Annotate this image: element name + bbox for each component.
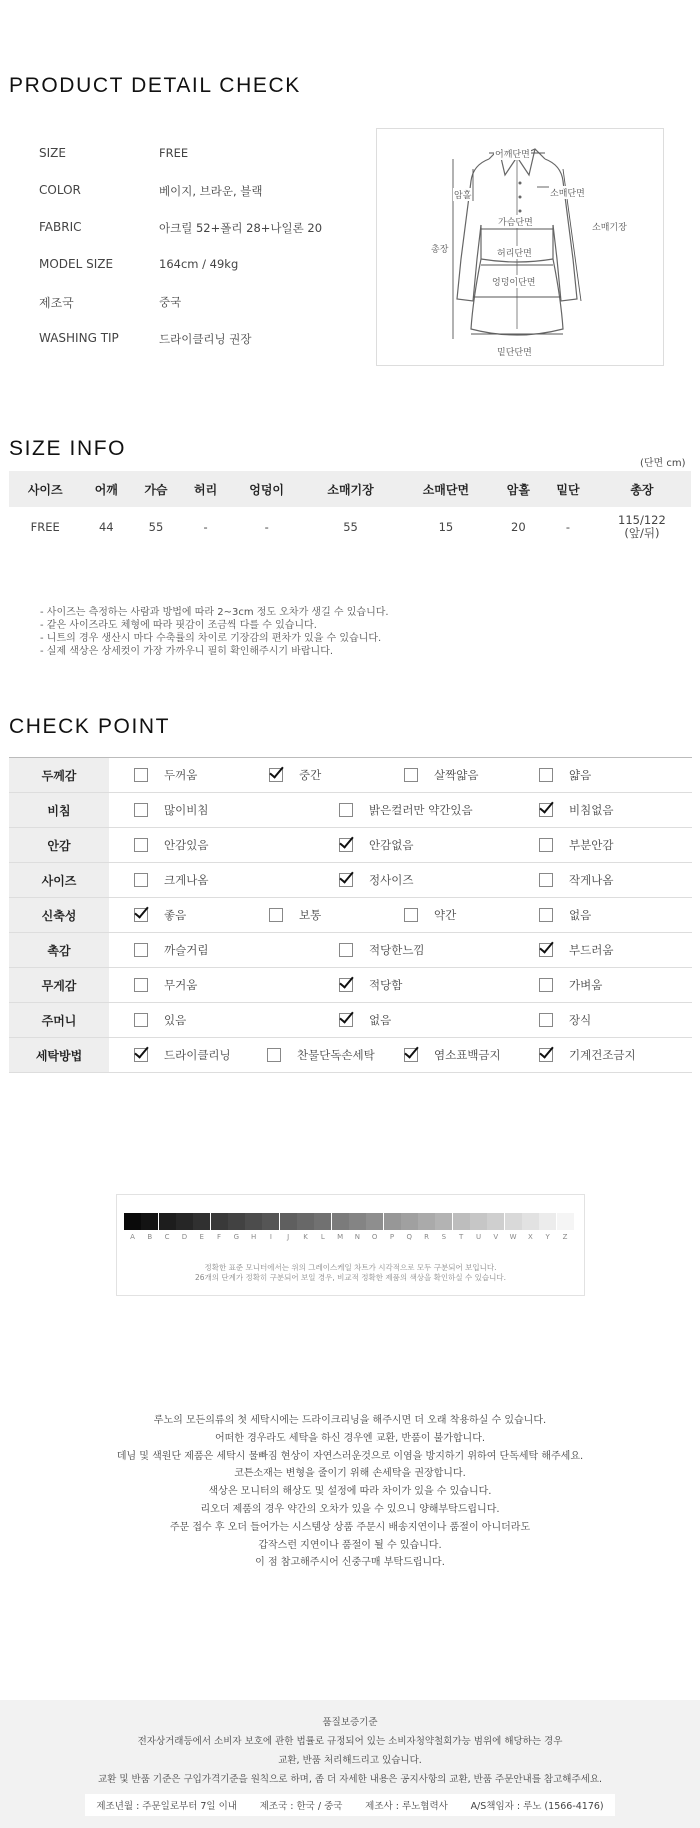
check-option[interactable] xyxy=(269,758,321,792)
size-cell: - xyxy=(264,520,269,534)
notice-line: 루노의 모든의류의 첫 세탁시에는 드라이크리닝을 해주시면 더 오래 착용하실 수 있습니다. xyxy=(153,1415,547,1426)
checkbox-icon[interactable] xyxy=(134,803,148,817)
checkbox-icon[interactable] xyxy=(404,908,418,922)
check-point-table xyxy=(9,757,692,1073)
grayscale-swatch xyxy=(262,1213,279,1230)
detail-value: 164cm / 49kg xyxy=(159,257,239,271)
footer-title: 품질보증기준 xyxy=(322,1717,378,1728)
grayscale-letter: T xyxy=(459,1233,464,1241)
check-option-label: 적당함 xyxy=(369,978,403,992)
check-option[interactable] xyxy=(134,898,186,932)
size-header-cell: 사이즈 xyxy=(9,471,81,507)
check-option-label: 드라이클리닝 xyxy=(164,1048,231,1062)
checkbox-icon[interactable] xyxy=(134,838,148,852)
checkbox-checked-icon[interactable] xyxy=(134,1048,148,1062)
footer-info-item: A/S책임자 : 루노 (1566-4176) xyxy=(470,1801,604,1812)
check-option[interactable] xyxy=(539,898,591,932)
check-option-label: 밝은컬러만 약간있음 xyxy=(369,803,473,817)
grayscale-letter: U xyxy=(475,1233,482,1241)
grayscale-letter: G xyxy=(233,1233,240,1241)
grayscale-swatch xyxy=(297,1213,314,1230)
grayscale-text: 26개의 단계가 정확히 구분되어 보일 경우, 비교적 정확한 제품의 색상을 확인하실 수 있습니다. xyxy=(195,1273,506,1282)
footer-info-item: 제조사 : 루노협력사 xyxy=(365,1801,448,1812)
grayscale-letter: Z xyxy=(562,1233,568,1241)
check-option[interactable] xyxy=(134,1038,231,1072)
size-header-cell: 엉덩이 xyxy=(230,471,302,507)
notice-line: 이 점 참고해주시어 신중구매 부탁드립니다. xyxy=(255,1557,445,1569)
check-row xyxy=(9,793,692,828)
size-note: - 같은 사이즈라도 체형에 따라 핏감이 조금씩 다를 수 있습니다. xyxy=(40,620,317,631)
grayscale-letter: W xyxy=(509,1233,517,1241)
grayscale-swatch xyxy=(470,1213,487,1230)
check-option[interactable] xyxy=(339,828,413,862)
size-cell: 115/122 (앞/뒤) xyxy=(618,513,666,540)
checkbox-icon[interactable] xyxy=(539,1013,553,1027)
grayscale-letter: N xyxy=(354,1233,361,1241)
check-row xyxy=(9,863,692,898)
check-option-label: 얇음 xyxy=(569,768,592,782)
diagram-label-total-length: 총장 xyxy=(430,242,449,255)
check-option[interactable] xyxy=(134,1003,186,1037)
size-header-cell: 총장 xyxy=(593,471,691,507)
diagram-label-armhole: 암홀 xyxy=(453,188,472,201)
grayscale-letter: K xyxy=(303,1233,308,1241)
grayscale-swatch xyxy=(505,1213,522,1230)
quality-footer xyxy=(0,1700,700,1828)
size-header-cell: 허리 xyxy=(181,471,231,507)
check-option[interactable] xyxy=(134,828,208,862)
check-option[interactable] xyxy=(134,793,208,827)
check-option[interactable] xyxy=(539,758,591,792)
detail-value: 중국 xyxy=(159,295,182,309)
check-option-label: 보통 xyxy=(299,908,322,922)
size-cell: 15 xyxy=(438,520,454,534)
grayscale-swatch xyxy=(435,1213,452,1230)
size-header-cell: 가슴 xyxy=(131,471,181,507)
notice-line: 색상은 모니터의 해상도 및 설정에 따라 차이가 있을 수 있습니다. xyxy=(208,1486,492,1498)
notice-block xyxy=(0,1412,700,1572)
check-option-label: 가벼움 xyxy=(569,978,603,992)
diagram-label-sleeve-length: 소매기장 xyxy=(591,220,628,233)
size-info-title: SIZE INFO xyxy=(9,437,127,460)
size-cell: FREE xyxy=(30,520,60,534)
size-table-header xyxy=(9,471,691,507)
checkbox-icon[interactable] xyxy=(134,768,148,782)
notice-line: 데님 및 색원단 제품은 세탁시 물빠짐 현상이 자연스러운것으로 이염을 방지하기 위하여 단독세탁 해주세요. xyxy=(116,1450,584,1462)
check-option-label: 약간 xyxy=(434,908,457,922)
grayscale-swatch xyxy=(349,1213,366,1230)
grayscale-swatch xyxy=(193,1213,210,1230)
check-option[interactable] xyxy=(404,758,478,792)
checkbox-icon[interactable] xyxy=(539,873,553,887)
checkbox-icon[interactable] xyxy=(134,1013,148,1027)
detail-value: 아크릴 52+폴리 28+나일론 20 xyxy=(159,221,323,235)
size-cell: - xyxy=(565,520,571,534)
check-option[interactable] xyxy=(539,793,613,827)
check-option[interactable] xyxy=(339,968,402,1002)
notice-line: 리오더 제품의 경우 약간의 오차가 있을 수 있으니 양해부탁드립니다. xyxy=(200,1503,500,1515)
check-option[interactable] xyxy=(339,863,413,897)
detail-label: MODEL SIZE xyxy=(39,257,114,271)
check-option[interactable] xyxy=(404,898,456,932)
check-option-label: 비침없음 xyxy=(569,803,614,817)
grayscale-swatch xyxy=(245,1213,262,1230)
checkbox-icon[interactable] xyxy=(339,943,353,957)
grayscale-letter: J xyxy=(287,1233,290,1241)
check-row xyxy=(9,1003,692,1038)
check-row-label: 사이즈 xyxy=(9,863,109,897)
grayscale-letter: R xyxy=(424,1233,430,1241)
checkbox-checked-icon[interactable] xyxy=(339,838,353,852)
grayscale-swatch xyxy=(314,1213,331,1230)
check-option[interactable] xyxy=(539,1003,591,1037)
check-option-label: 많이비침 xyxy=(164,803,209,817)
grayscale-text: 정확한 표준 모니터에서는 위의 그레이스케일 차트가 시각적으로 모두 구분되어 보입니다. xyxy=(204,1263,497,1272)
grayscale-letter: S xyxy=(441,1233,447,1241)
check-row xyxy=(9,1038,692,1073)
checkbox-icon[interactable] xyxy=(267,1048,281,1062)
check-row xyxy=(9,933,692,968)
detail-label: 제조국 xyxy=(39,296,74,310)
check-row-label: 세탁방법 xyxy=(9,1038,109,1072)
footer-line: 교환 및 반품 기준은 구입가격기준을 원칙으로 하며, 좀 더 자세한 내용은 공지사항의 교환, 반품 주문안내를 참고해주세요. xyxy=(97,1774,603,1785)
check-row xyxy=(9,898,692,933)
measurement-diagram xyxy=(376,128,664,366)
check-option[interactable] xyxy=(134,863,208,897)
checkbox-icon[interactable] xyxy=(134,978,148,992)
diagram-label-shoulder: 어깨단면 xyxy=(494,147,531,160)
size-cell: 55 xyxy=(148,520,164,534)
check-row-label: 신축성 xyxy=(9,898,109,932)
size-cell: 44 xyxy=(98,520,114,534)
diagram-label-hem: 밑단단면 xyxy=(496,345,533,358)
checkbox-checked-icon[interactable] xyxy=(339,873,353,887)
grayscale-letter: A xyxy=(130,1233,135,1241)
checkbox-checked-icon[interactable] xyxy=(539,943,553,957)
check-option-label: 적당한느낌 xyxy=(369,943,425,957)
grayscale-letter: E xyxy=(199,1233,204,1241)
check-option-label: 없음 xyxy=(369,1013,392,1027)
check-option[interactable] xyxy=(134,933,208,967)
check-option-label: 까슬거림 xyxy=(164,943,209,957)
check-option-label: 기계건조금지 xyxy=(569,1048,636,1062)
check-option[interactable] xyxy=(539,933,613,967)
size-cell: 55 xyxy=(343,520,358,534)
checkbox-icon[interactable] xyxy=(539,838,553,852)
check-option[interactable] xyxy=(339,933,425,967)
size-cell: 20 xyxy=(511,520,526,534)
size-note: - 니트의 경우 생산시 마다 수축률의 차이로 기장감의 편차가 있을 수 있습니다. xyxy=(40,633,382,644)
check-row-label: 무게감 xyxy=(9,968,109,1002)
check-option-label: 염소표백금지 xyxy=(434,1048,501,1062)
notice-line: 주문 접수 후 오더 들어가는 시스템상 상품 주문시 배송지연이나 품절이 아니더라도 xyxy=(169,1521,531,1533)
grayscale-swatch xyxy=(332,1213,349,1230)
check-option[interactable] xyxy=(339,793,473,827)
grayscale-swatch xyxy=(539,1213,556,1230)
grayscale-swatch xyxy=(522,1213,539,1230)
grayscale-letter: L xyxy=(320,1233,325,1241)
detail-label: SIZE xyxy=(39,146,66,160)
grayscale-swatch xyxy=(141,1213,158,1230)
grayscale-swatch xyxy=(176,1213,193,1230)
size-table xyxy=(9,471,691,547)
size-header-cell: 암홀 xyxy=(494,471,544,507)
size-notes xyxy=(40,606,389,658)
grayscale-caption xyxy=(117,1263,584,1283)
check-point-title: CHECK POINT xyxy=(9,715,171,738)
footer-info-item: 제조국 : 한국 / 중국 xyxy=(259,1801,343,1812)
diagram-label-chest: 가슴단면 xyxy=(497,215,534,228)
product-detail-title: PRODUCT DETAIL CHECK xyxy=(9,74,301,97)
check-option[interactable] xyxy=(267,1038,375,1072)
check-option-label: 두꺼움 xyxy=(164,768,198,782)
check-option-label: 중간 xyxy=(299,768,322,782)
diagram-label-sleeve-width: 소매단면 xyxy=(549,186,586,199)
diagram-label-waist: 허리단면 xyxy=(496,246,533,259)
size-unit: (단면 cm) xyxy=(640,458,686,469)
check-row-label: 두께감 xyxy=(9,758,109,792)
detail-value: FREE xyxy=(159,146,189,160)
grayscale-swatch xyxy=(280,1213,297,1230)
check-option[interactable] xyxy=(539,1038,636,1072)
check-option-label: 정사이즈 xyxy=(369,873,414,887)
check-option-label: 부드러움 xyxy=(569,943,614,957)
grayscale-swatch xyxy=(124,1213,141,1230)
grayscale-swatch xyxy=(453,1213,470,1230)
notice-line: 어떠한 경우라도 세탁을 하신 경우엔 교환, 반품이 불가합니다. xyxy=(214,1432,486,1444)
grayscale-letter: V xyxy=(493,1233,499,1241)
notice-line: 갑작스런 지연이나 품절이 될 수 있습니다. xyxy=(258,1539,442,1551)
check-option-label: 안감있음 xyxy=(164,838,209,852)
footer-info-item: 제조년월 : 주문일로부터 7일 이내 xyxy=(96,1801,237,1812)
check-option-label: 없음 xyxy=(569,908,592,922)
detail-value: 드라이클리닝 권장 xyxy=(159,332,252,346)
grayscale-letter: D xyxy=(181,1233,188,1241)
checkbox-checked-icon[interactable] xyxy=(339,1013,353,1027)
check-option-label: 좋음 xyxy=(164,908,187,922)
check-option[interactable] xyxy=(134,968,197,1002)
footer-line: 전자상거래등에서 소비자 보호에 관한 법률로 규정되어 있는 소비자청약철회가능 범위에 해당하는 경우 xyxy=(137,1736,563,1747)
grayscale-swatch xyxy=(159,1213,176,1230)
grayscale-chart xyxy=(116,1194,585,1296)
size-header-cell: 어깨 xyxy=(81,471,131,507)
grayscale-letter: X xyxy=(527,1233,533,1241)
check-option[interactable] xyxy=(539,968,602,1002)
check-option[interactable] xyxy=(134,758,197,792)
detail-label: FABRIC xyxy=(39,220,82,234)
grayscale-swatch xyxy=(401,1213,418,1230)
check-row-label: 촉감 xyxy=(9,933,109,967)
checkbox-icon[interactable] xyxy=(339,803,353,817)
check-option-label: 살짝얇음 xyxy=(434,768,479,782)
grayscale-swatch xyxy=(557,1213,574,1230)
size-header-cell: 소매기장 xyxy=(303,471,398,507)
check-option-label: 장식 xyxy=(569,1013,592,1027)
grayscale-swatch xyxy=(228,1213,245,1230)
grayscale-letter: H xyxy=(250,1233,257,1241)
grayscale-letter: M xyxy=(337,1233,344,1241)
checkbox-checked-icon[interactable] xyxy=(269,768,283,782)
check-option[interactable] xyxy=(339,1003,391,1037)
check-row xyxy=(9,758,692,793)
check-option[interactable] xyxy=(404,1038,501,1072)
checkbox-icon[interactable] xyxy=(134,943,148,957)
check-row-label: 주머니 xyxy=(9,1003,109,1037)
size-note: - 실제 색상은 상세컷이 가장 가까우니 필히 확인해주시기 바랍니다. xyxy=(40,646,334,657)
size-header-cell: 밑단 xyxy=(543,471,593,507)
check-row xyxy=(9,828,692,863)
footer-info-bar xyxy=(85,1794,615,1816)
size-cell: - xyxy=(203,520,208,534)
check-option[interactable] xyxy=(269,898,321,932)
check-option-label: 작게나옴 xyxy=(569,873,614,887)
check-option-label: 부분안감 xyxy=(569,838,614,852)
checkbox-icon[interactable] xyxy=(404,768,418,782)
check-option-label: 크게나옴 xyxy=(164,873,209,887)
grayscale-letter: C xyxy=(164,1233,170,1241)
checkbox-checked-icon[interactable] xyxy=(539,803,553,817)
grayscale-letter: Q xyxy=(406,1233,413,1241)
checkbox-checked-icon[interactable] xyxy=(339,978,353,992)
grayscale-letter: F xyxy=(216,1233,222,1241)
check-option[interactable] xyxy=(539,828,613,862)
checkbox-checked-icon[interactable] xyxy=(404,1048,418,1062)
notice-line: 코튼소재는 변형을 줄이기 위해 손세탁을 권장합니다. xyxy=(234,1468,466,1480)
grayscale-letter: P xyxy=(389,1233,395,1241)
check-option-label: 안감없음 xyxy=(369,838,414,852)
detail-label: WASHING TIP xyxy=(39,331,119,345)
size-header-cell: 소매단면 xyxy=(398,471,493,507)
checkbox-checked-icon[interactable] xyxy=(134,908,148,922)
checkbox-icon[interactable] xyxy=(539,768,553,782)
grayscale-swatch xyxy=(211,1213,228,1230)
grayscale-swatch xyxy=(366,1213,383,1230)
grayscale-letter: O xyxy=(371,1233,378,1241)
checkbox-icon[interactable] xyxy=(269,908,283,922)
grayscale-letter: B xyxy=(147,1233,153,1241)
diagram-label-hip: 엉덩이단면 xyxy=(491,275,536,288)
grayscale-letter: I xyxy=(269,1233,272,1241)
checkbox-checked-icon[interactable] xyxy=(539,1048,553,1062)
checkbox-icon[interactable] xyxy=(539,908,553,922)
check-option[interactable] xyxy=(539,863,613,897)
footer-line: 교환, 반품 처리해드리고 있습니다. xyxy=(278,1755,422,1766)
grayscale-letter: Y xyxy=(545,1233,550,1241)
check-row-label: 안감 xyxy=(9,828,109,862)
check-row-label: 비침 xyxy=(9,793,109,827)
grayscale-swatch xyxy=(384,1213,401,1230)
table-row xyxy=(9,507,691,547)
detail-value: 베이지, 브라운, 블랙 xyxy=(159,184,263,198)
check-option-label: 무거움 xyxy=(164,978,198,992)
grayscale-swatch xyxy=(487,1213,504,1230)
check-row xyxy=(9,968,692,1003)
checkbox-icon[interactable] xyxy=(539,978,553,992)
check-option-label: 있음 xyxy=(164,1013,187,1027)
detail-label: COLOR xyxy=(39,183,81,197)
check-option-label: 찬물단독손세탁 xyxy=(297,1048,375,1062)
size-note: - 사이즈는 측정하는 사람과 방법에 따라 2~3cm 정도 오차가 생길 수 있습니다. xyxy=(40,607,389,618)
grayscale-swatch xyxy=(418,1213,435,1230)
checkbox-icon[interactable] xyxy=(134,873,148,887)
